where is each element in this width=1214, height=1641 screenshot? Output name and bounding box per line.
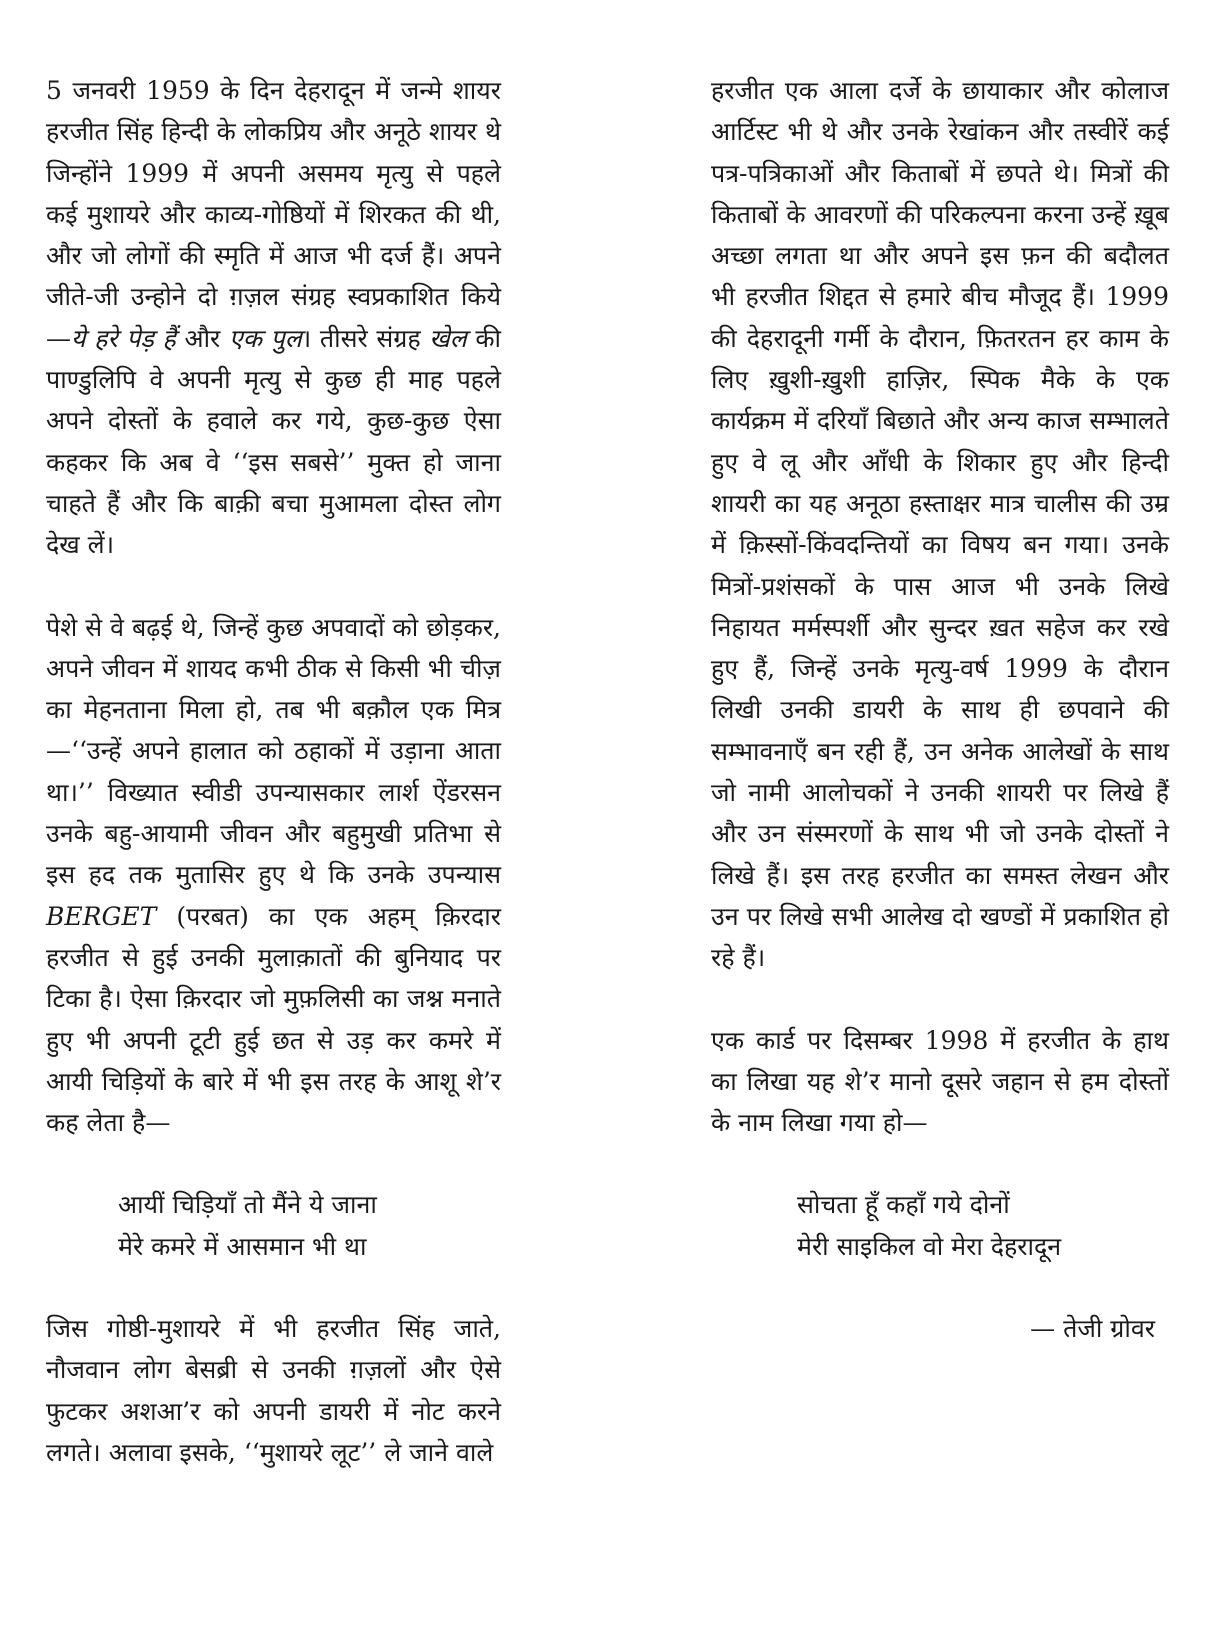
book-title-2: एक पुल bbox=[228, 323, 302, 353]
card-paragraph: एक कार्ड पर दिसम्बर 1998 में हरजीत के हाथ का लिखा यह शे’र मानो दूसरे जहान से हम दोस्तों के नाम लिखा गया हो— bbox=[711, 1025, 1169, 1138]
book-title-1: ये हरे पेड़ हैं bbox=[71, 323, 176, 353]
profession-text-2: (परबत) का एक अहम् क़िरदार हरजीत से हुई उनकी मुलाक़ातों की बुनियाद पर टिका है। ऐसा क़िरदार जो मुफ़लिसी का जश्न मनाते हुए भी अपनी टूटी हुई छत से उड़ कर कमरे में आयी चिड़ियों के बारे में भी इस तरह के आशू शे’र कह लेता है— bbox=[46, 901, 501, 1138]
couplet-line: मेरे कमरे में आसमान भी था bbox=[118, 1231, 367, 1261]
couplet-birds bbox=[46, 1184, 501, 1267]
intro-text-1: 5 जनवरी 1959 के दिन देहरादून में जन्मे शायर हरजीत सिंह हिन्दी के लोकप्रिय और अनूठे शायर थे जिन्होंने 1999 में अपनी असमय मृत्यु से पहले कई मुशायरे और काव्य-गोष्ठियों में शिरकत की थी, और जो लोगों की स्मृति में आज भी दर्ज हैं। अपने जीते-जी उन्होने दो ग़ज़ल संग्रह स्वप्रकाशित किये— bbox=[46, 76, 501, 353]
author-signature: — तेजी ग्रोवर bbox=[1030, 1314, 1155, 1344]
photographer-paragraph: हरजीत एक आला दर्जे के छायाकार और कोलाज आर्टिस्ट भी थे और उनके रेखांकन और तस्वीरें कई पत्र-पत्रिकाओं और किताबों में छपते थे। मित्रों की किताबों के आवरणों की परिकल्पना करना उन्हें ख़ूब अच्छा लगता था और अपने इस फ़न की बदौलत भी हरजीत शिद्दत से हमारे बीच मौजूद हैं। 1999 की देहरादूनी गर्मी के दौरान, फ़ितरतन हर काम के लिए ख़ुशी-ख़ुशी हाज़िर, स्पिक मैके के एक कार्यक्रम में दरियाँ बिछाते और अन्य काज सम्भालते हुए वे लू और आँधी के शिकार हुए और हिन्दी शायरी का यह अनूठा हस्ताक्षर मात्र चालीस की उम्र में क़िस्सों-किंवदन्तियों का विषय बन गया। उनके मित्रों-प्रशंसकों के पास आज भी उनके लिखे निहायत मर्मस्पर्शी और सुन्दर ख़त सहेज कर रखे हुए हैं, जिन्हें उनके मृत्यु-वर्ष 1999 के दौरान लिखी उनकी डायरी के साथ ही छपवाने की सम्भावनाएँ बन रही हैं, उन अनेक आलेखों के साथ जो नामी आलोचकों ने उनकी शायरी पर लिखे हैं और उन संस्मरणों के साथ भी जो उनके दोस्तों ने लिखे हैं। इस तरह हरजीत का समस्त लेखन और उन पर लिखे सभी आलेख दो खण्डों में प्रकाशित हो रहे हैं। bbox=[711, 76, 1169, 973]
intro-paragraph bbox=[46, 70, 501, 566]
couplet-line: मेरी साइकिल वो मेरा देहरादून bbox=[797, 1231, 1062, 1261]
intro-text-3: । तीसरे संग्रह bbox=[301, 323, 430, 353]
couplet-line: सोचता हूँ कहाँ गये दोनों bbox=[797, 1190, 1010, 1220]
intro-text-2: और bbox=[175, 323, 229, 353]
novel-title: BERGET bbox=[46, 901, 157, 931]
profession-text-1: पेशे से वे बढ़ई थे, जिन्हें कुछ अपवादों को छोड़कर, अपने जीवन में शायद कभी ठीक से किसी भी चीज़ का मेहनताना मिला हो, तब भी बक़ौल एक मित्र—‘‘उन्हें अपने हालात को ठहाकों में उड़ाना आता था।’’ विख्यात स्वीडी उपन्यासकार लार्श ऐंडरसन उनके बहु-आयामी जीवन और बहुमुखी प्रतिभा से इस हद तक मुतासिर हुए थे कि उनके उपन्यास bbox=[46, 612, 501, 890]
mushaira-paragraph: जिस गोष्ठी-मुशायरे में भी हरजीत सिंह जाते, नौजवान लोग बेसब्री से उनकी ग़ज़लों और ऐसे फुटकर अशआ’र को अपनी डायरी में नोट करने लगते। अलावा इसके, ‘‘मुशायरे लूट’’ ले जाने वाले bbox=[46, 1314, 501, 1467]
couplet-line: आयीं चिड़ियाँ तो मैंने ये जाना bbox=[118, 1190, 377, 1220]
right-column bbox=[711, 70, 1169, 1349]
book-title-3: खेल bbox=[429, 323, 467, 353]
left-column bbox=[46, 70, 501, 1514]
couplet-cycle bbox=[711, 1184, 1169, 1267]
profession-paragraph bbox=[46, 607, 501, 1144]
intro-text-4: की पाण्डुलिपि वे अपनी मृत्यु से कुछ ही माह पहले अपने दोस्तों के हवाले कर गये, कुछ-कुछ ऐसा कहकर कि अब वे ‘‘इस सबसे’’ मुक्त हो जाना चाहते हैं और कि बाक़ी बचा मुआमला दोस्त लोग देख लें। bbox=[46, 323, 501, 560]
